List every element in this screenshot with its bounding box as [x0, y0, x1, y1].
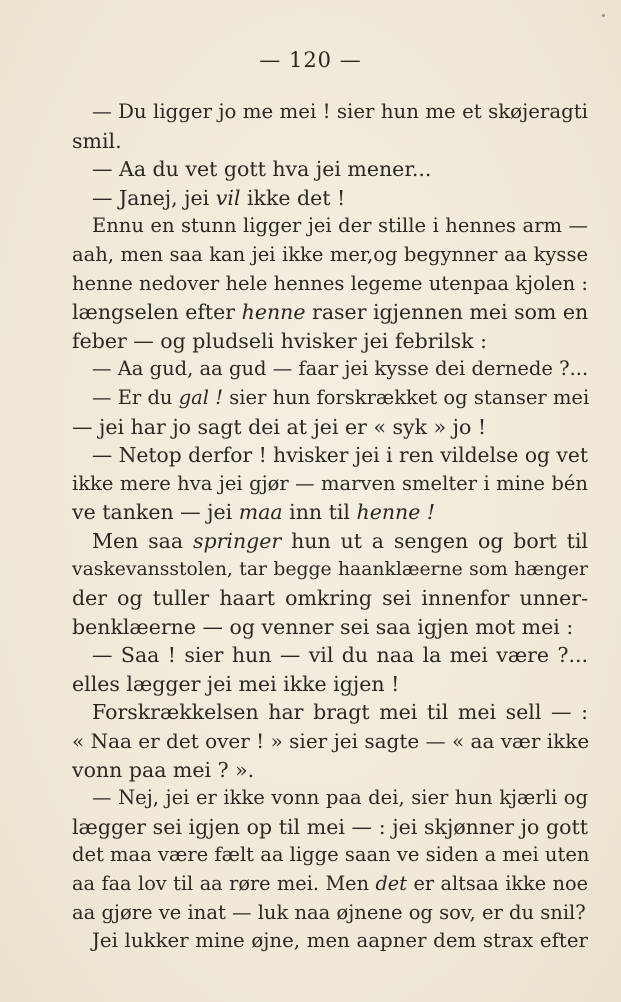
text-span: ikke mere hva jei gjør — marven smelter i mine bén	[72, 471, 588, 495]
body-text	[72, 98, 588, 956]
italic-span: henne	[241, 300, 306, 325]
text-span: benklæerne — og venner sei saa igjen mot mei :	[72, 614, 574, 639]
text-span: — Du ligger jo me mei ! sier hun me et skøjeragti	[92, 100, 588, 123]
text-line	[72, 355, 588, 384]
text-line	[72, 727, 588, 756]
text-line	[72, 899, 588, 928]
text-line	[72, 841, 588, 870]
text-span: vaskevansstolen, tar begge haanklæerne som hænger	[72, 558, 588, 580]
text-span: aah, men saa kan jei ikke mer,og begynner aa kysse	[72, 242, 588, 266]
text-span: Ennu en stunn ligger jei der stille i hennes arm —	[92, 214, 588, 238]
italic-span: vil	[215, 185, 241, 210]
text-span: — Aa gud, aa gud — faar jei kysse dei dernede ?...	[92, 357, 589, 381]
text-span: feber — og pludseli hvisker jei febrilsk :	[72, 328, 487, 353]
text-span: raser igjennen mei som en	[305, 300, 589, 325]
text-span: inn til	[282, 500, 357, 525]
text-line	[72, 670, 588, 699]
text-line	[72, 556, 588, 585]
text-line	[72, 698, 588, 727]
text-line	[72, 184, 588, 213]
text-span: Forskrækkelsen har bragt mei til mei sell — :	[92, 700, 588, 725]
italic-span: det	[375, 872, 407, 896]
text-line	[72, 527, 588, 556]
text-line	[72, 327, 588, 356]
text-line	[72, 870, 588, 899]
text-span: længselen efter	[72, 300, 242, 325]
text-span: « Naa er det over ! » sier jei sagte — « aa vær ikke	[72, 729, 590, 754]
text-line	[72, 270, 588, 299]
text-span: — Aa du vet gott hva jei mener...	[92, 157, 432, 182]
text-line	[72, 298, 588, 327]
text-line	[72, 212, 588, 241]
text-span: Jei lukker mine øjne, men aapner dem strax efter	[92, 929, 588, 953]
text-span: — Er du	[92, 385, 179, 409]
text-line	[72, 441, 588, 470]
text-line	[72, 813, 588, 842]
text-span: hun ut a sengen og bort til	[281, 528, 588, 553]
text-span: ve tanken — jei	[72, 500, 239, 525]
paper-speck	[602, 14, 605, 17]
italic-span: springer	[192, 528, 282, 553]
text-span: — Nej, jei er ikke vonn paa dei, sier hun kjærli og	[92, 786, 588, 810]
text-span: henne nedover hele hennes legeme utenpaa kjolen :	[72, 271, 588, 295]
text-span: smil.	[72, 128, 122, 153]
text-span: sier hun forskrækket og stanser mei	[223, 385, 590, 409]
text-span: — Netop derfor ! hvisker jei i ren vildelse og vet	[92, 443, 588, 468]
text-span: ikke det !	[240, 185, 346, 210]
text-span: aa gjøre ve inat — luk naa øjnene og sov, er du snil?	[72, 900, 586, 924]
text-span: vonn paa mei ? ».	[72, 757, 255, 782]
text-line	[72, 241, 588, 270]
text-span: der og tuller haart omkring sei innenfor unner-	[72, 586, 588, 611]
text-span: det maa være fælt aa ligge saan ve siden a mei uten	[72, 843, 590, 867]
text-span: aa faa lov til aa røre mei. Men	[72, 872, 376, 896]
text-span: — Saa ! sier hun — vil du naa la mei være ?...	[92, 643, 588, 668]
text-line	[72, 498, 588, 527]
text-line	[72, 413, 588, 442]
text-line	[72, 470, 588, 499]
text-line	[72, 98, 588, 127]
text-line	[72, 127, 588, 156]
italic-span: gal !	[178, 385, 224, 409]
text-span: — jei har jo sagt dei at jei er « syk » jo !	[72, 414, 487, 439]
text-span: elles lægger jei mei ikke igjen !	[72, 671, 400, 696]
italic-span: maa	[238, 500, 283, 525]
page-number: — 120 —	[259, 48, 362, 72]
text-span: — Janej, jei	[92, 185, 216, 210]
text-line	[72, 756, 588, 785]
text-line	[72, 613, 588, 642]
text-line	[72, 927, 588, 956]
italic-span: henne !	[356, 500, 436, 525]
text-line	[72, 384, 588, 413]
text-line	[72, 155, 588, 184]
text-line	[72, 784, 588, 813]
text-line	[72, 641, 588, 670]
text-span: Men saa	[92, 528, 193, 553]
text-line	[72, 584, 588, 613]
text-span: lægger sei igjen op til mei — : jei skjønner jo gott	[72, 814, 588, 839]
text-span: er altsaa ikke noe	[406, 872, 588, 896]
